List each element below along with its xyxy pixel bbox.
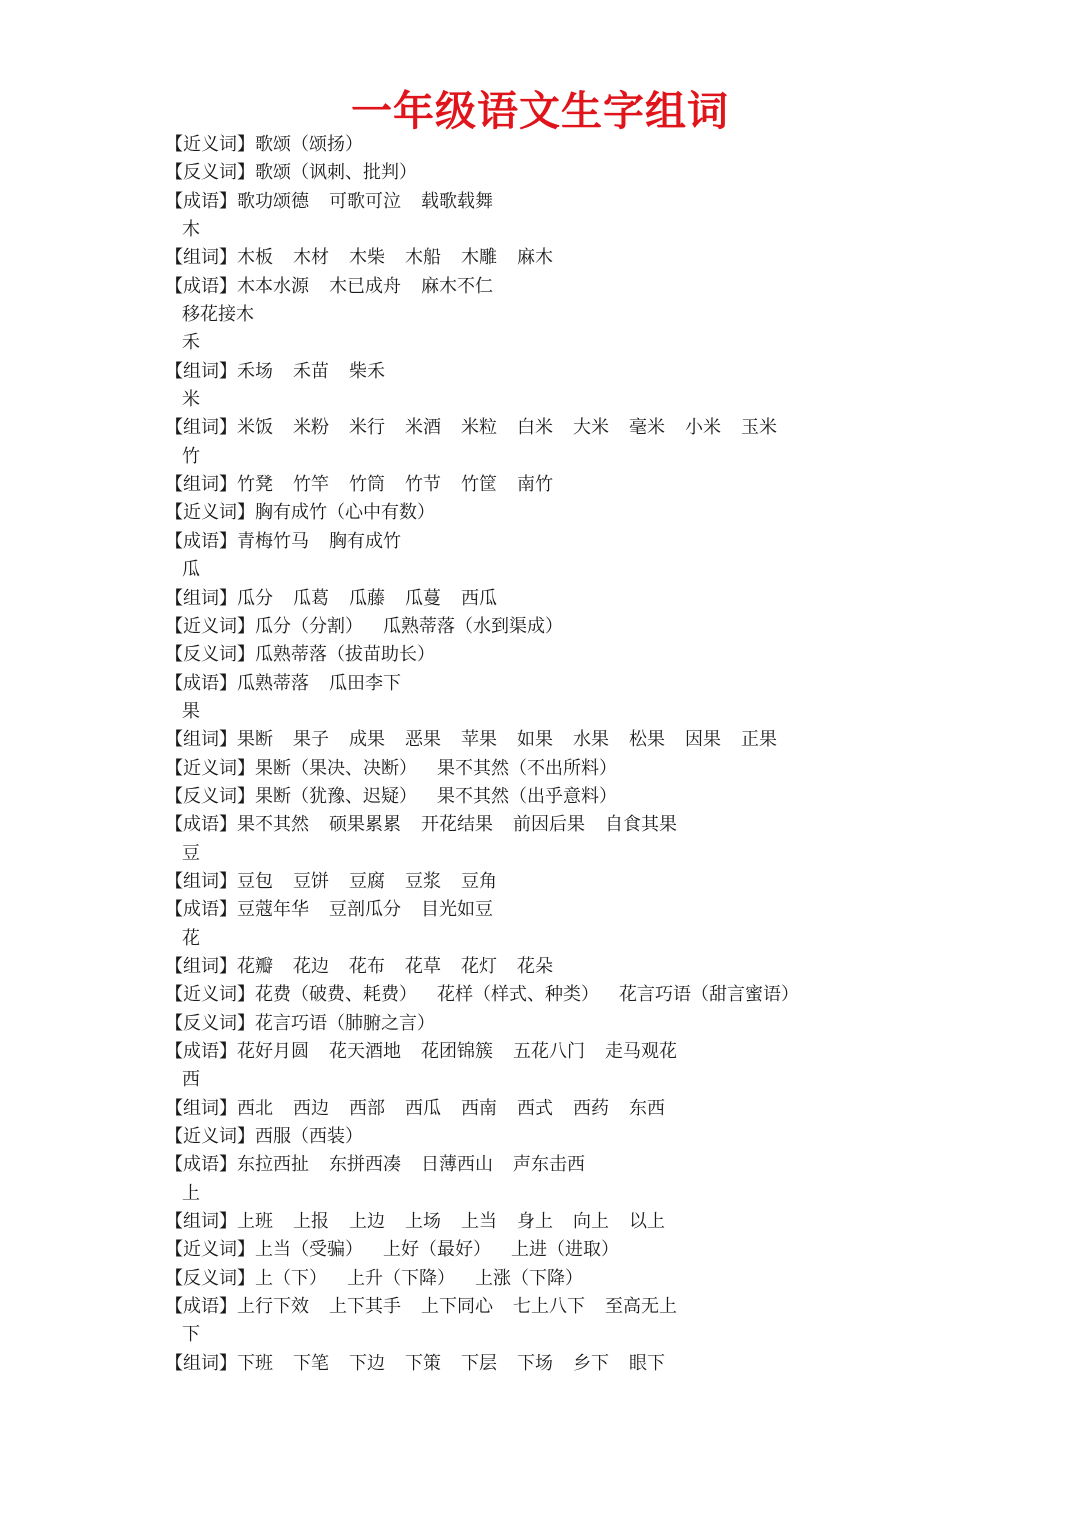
term: 花言巧语（甜言蜜语） [619, 984, 799, 1006]
character-heading: 豆 [182, 842, 200, 864]
term: 走马观花 [605, 1041, 677, 1062]
term: 毫米 [629, 417, 665, 439]
entry-terms [237, 531, 401, 552]
term: 木柴 [349, 247, 385, 269]
entry-tag: 【组词】 [165, 729, 237, 751]
entry-terms [237, 417, 777, 438]
term: 身上 [517, 1211, 553, 1233]
entry-terms [237, 474, 553, 495]
term: 向上 [573, 1211, 609, 1233]
term: 上行下效 [237, 1296, 309, 1318]
term: 松果 [629, 729, 665, 751]
term: 上升（下降） [347, 1267, 455, 1289]
entry-line [165, 1293, 1045, 1321]
term: 瓜分 [237, 587, 273, 609]
term: 木已成舟 [329, 275, 401, 297]
entry-terms [237, 871, 497, 892]
entry-tag: 【组词】 [165, 870, 237, 892]
term: 歌颂（讽刺、批判） [255, 162, 417, 184]
term: 瓜分（分割） [255, 615, 363, 637]
term: 如果 [517, 729, 553, 751]
entry-terms [255, 984, 799, 1005]
term: 花天酒地 [329, 1041, 401, 1062]
term: 开花结果 [421, 814, 493, 836]
term: 上下同心 [421, 1296, 493, 1318]
entry-tag: 【近义词】 [165, 1239, 255, 1261]
entry-line [165, 783, 1045, 811]
entry-line [165, 585, 1045, 613]
character-heading: 上 [182, 1182, 200, 1204]
term: 下班 [237, 1352, 273, 1374]
entry-line [165, 981, 1045, 1009]
entry-terms [237, 1353, 665, 1374]
entry-terms [255, 162, 417, 183]
term: 果不其然 [237, 814, 309, 836]
term: 果断（果决、决断） [255, 757, 417, 779]
character-heading: 花 [182, 927, 200, 949]
term: 胸有成竹 [329, 530, 401, 552]
term: 下策 [405, 1352, 441, 1374]
term: 下场 [517, 1352, 553, 1374]
term: 麻木 [517, 247, 553, 269]
vocabulary-list [165, 131, 1045, 1378]
term: 竹筒 [349, 474, 385, 496]
term: 西南 [461, 1097, 497, 1119]
entry-tag: 【反义词】 [165, 162, 255, 184]
entry-tag: 【组词】 [165, 360, 237, 382]
entry-terms [237, 191, 493, 212]
entry-terms [255, 786, 617, 807]
term: 以上 [629, 1211, 665, 1233]
term: 瓜田李下 [329, 672, 401, 694]
entry-line [165, 1265, 1045, 1293]
term: 恶果 [405, 729, 441, 751]
term: 胸有成竹（心中有数） [255, 502, 435, 524]
entry-tag: 【组词】 [165, 247, 237, 269]
term: 东拉西扯 [237, 1154, 309, 1176]
entry-line [165, 1151, 1045, 1179]
entry-line [165, 188, 1045, 216]
entry-tag: 【成语】 [165, 1296, 237, 1318]
term: 大米 [573, 417, 609, 439]
entry-line [165, 159, 1045, 187]
term: 禾场 [237, 360, 273, 382]
term: 米粉 [293, 417, 329, 439]
entry-terms [255, 134, 363, 155]
term: 果不其然（不出所料） [437, 757, 617, 779]
page-title: 一年级语文生字组词 [351, 87, 729, 135]
entry-tag: 【组词】 [165, 955, 237, 977]
term: 上当（受骗） [255, 1239, 363, 1261]
entry-terms [255, 644, 435, 665]
term: 因果 [685, 729, 721, 751]
term: 豆饼 [293, 870, 329, 892]
term: 木雕 [461, 247, 497, 269]
entry-line [165, 1123, 1045, 1151]
term: 西部 [349, 1097, 385, 1119]
term: 西药 [573, 1097, 609, 1119]
term: 玉米 [741, 417, 777, 439]
term: 竹凳 [237, 474, 273, 496]
character-heading: 木 [182, 219, 200, 241]
term: 五花八门 [513, 1041, 585, 1062]
character-heading: 竹 [182, 445, 200, 467]
term: 花瓣 [237, 955, 273, 977]
term: 下笔 [293, 1352, 329, 1374]
term: 上（下） [255, 1267, 327, 1289]
term: 瓜葛 [293, 587, 329, 609]
term: 花草 [405, 955, 441, 977]
entry-terms [237, 588, 497, 609]
term: 苹果 [461, 729, 497, 751]
term: 青梅竹马 [237, 530, 309, 552]
term: 花布 [349, 955, 385, 977]
term: 上边 [349, 1211, 385, 1233]
term: 南竹 [517, 474, 553, 496]
term: 上进（进取） [511, 1239, 619, 1261]
entry-terms [255, 502, 435, 523]
term: 花团锦簇 [421, 1041, 493, 1062]
entry-terms [237, 1098, 665, 1119]
entry-tag: 【组词】 [165, 1211, 237, 1233]
entry-terms [237, 1296, 677, 1317]
character-heading: 移花接木 [182, 304, 254, 326]
term: 豆腐 [349, 870, 385, 892]
term: 东拼西凑 [329, 1154, 401, 1176]
entry-line [165, 1095, 1045, 1123]
term: 禾苗 [293, 360, 329, 382]
entry-tag: 【近义词】 [165, 502, 255, 524]
term: 花费（破费、耗费） [255, 984, 417, 1006]
entry-terms [255, 1268, 583, 1289]
entry-terms [255, 758, 617, 779]
term: 载歌载舞 [421, 190, 493, 212]
term: 花朵 [517, 955, 553, 977]
character-heading: 瓜 [182, 559, 200, 581]
entry-tag: 【组词】 [165, 587, 237, 609]
term: 下边 [349, 1352, 385, 1374]
term: 东西 [629, 1097, 665, 1119]
entry-terms [237, 814, 677, 835]
entry-line [165, 1236, 1045, 1264]
entry-terms [237, 1211, 665, 1232]
term: 豆蔻年华 [237, 899, 309, 921]
term: 声东击西 [513, 1154, 585, 1176]
entry-line [165, 953, 1045, 981]
term: 白米 [517, 417, 553, 439]
entry-tag: 【近义词】 [165, 1126, 255, 1148]
term: 正果 [741, 729, 777, 751]
character-heading: 西 [182, 1069, 200, 1091]
entry-tag: 【成语】 [165, 814, 237, 836]
term: 眼下 [629, 1352, 665, 1374]
entry-line [165, 358, 1045, 386]
term: 上涨（下降） [475, 1267, 583, 1289]
entry-tag: 【组词】 [165, 474, 237, 496]
entry-line [165, 471, 1045, 499]
entry-line [165, 868, 1045, 896]
term: 至高无上 [605, 1296, 677, 1318]
term: 西边 [293, 1097, 329, 1119]
term: 花好月圆 [237, 1041, 309, 1062]
entry-tag: 【成语】 [165, 1041, 237, 1062]
term: 竹筐 [461, 474, 497, 496]
term: 瓜藤 [349, 587, 385, 609]
term: 果断（犹豫、迟疑） [255, 785, 417, 807]
entry-line [165, 1010, 1045, 1038]
term: 前因后果 [513, 814, 585, 836]
character-heading: 米 [182, 389, 200, 411]
term: 竹节 [405, 474, 441, 496]
term: 米行 [349, 417, 385, 439]
term: 米酒 [405, 417, 441, 439]
entry-tag: 【近义词】 [165, 615, 255, 637]
entry-line [165, 1350, 1045, 1378]
term: 西北 [237, 1097, 273, 1119]
entry-line [165, 670, 1045, 698]
entry-terms [237, 729, 777, 750]
term: 上好（最好） [383, 1239, 491, 1261]
term: 可歌可泣 [329, 190, 401, 212]
term: 七上八下 [513, 1296, 585, 1318]
term: 豆角 [461, 870, 497, 892]
term: 豆剖瓜分 [329, 899, 401, 921]
term: 下层 [461, 1352, 497, 1374]
entry-terms [237, 899, 493, 920]
term: 西式 [517, 1097, 553, 1119]
term: 木材 [293, 247, 329, 269]
entry-terms [237, 673, 401, 694]
entry-tag: 【成语】 [165, 275, 237, 297]
entry-line [165, 499, 1045, 527]
entry-tag: 【组词】 [165, 1352, 237, 1374]
entry-tag: 【成语】 [165, 672, 237, 694]
character-heading: 下 [182, 1324, 200, 1346]
term: 瓜熟蒂落 [237, 672, 309, 694]
term: 瓜熟蒂落（水到渠成） [383, 615, 563, 637]
entry-line [165, 896, 1045, 924]
term: 花灯 [461, 955, 497, 977]
term: 果不其然（出乎意料） [437, 785, 617, 807]
term: 柴禾 [349, 360, 385, 382]
character-heading: 禾 [182, 332, 200, 354]
term: 木板 [237, 247, 273, 269]
entry-tag: 【反义词】 [165, 644, 255, 666]
entry-tag: 【近义词】 [165, 757, 255, 779]
entry-line [165, 641, 1045, 669]
entry-tag: 【组词】 [165, 417, 237, 439]
entry-line [165, 131, 1045, 159]
entry-line [165, 414, 1045, 442]
term: 水果 [573, 729, 609, 751]
entry-tag: 【近义词】 [165, 134, 255, 155]
term: 西瓜 [405, 1097, 441, 1119]
term: 花边 [293, 955, 329, 977]
entry-tag: 【近义词】 [165, 984, 255, 1006]
entry-terms [255, 1239, 619, 1260]
entry-line [165, 1208, 1045, 1236]
term: 西服（西装） [255, 1126, 363, 1148]
entry-tag: 【成语】 [165, 1154, 237, 1176]
entry-line [165, 244, 1045, 272]
term: 成果 [349, 729, 385, 751]
entry-terms [237, 956, 553, 977]
term: 麻木不仁 [421, 275, 493, 297]
term: 小米 [685, 417, 721, 439]
term: 上班 [237, 1211, 273, 1233]
term: 目光如豆 [421, 899, 493, 921]
entry-terms [237, 1041, 677, 1062]
entry-terms [237, 247, 553, 268]
term: 上场 [405, 1211, 441, 1233]
entry-line [165, 1038, 1045, 1066]
term: 歌颂（颂扬） [255, 134, 363, 155]
term: 乡下 [573, 1352, 609, 1374]
term: 上当 [461, 1211, 497, 1233]
entry-line [165, 613, 1045, 641]
entry-terms [255, 1126, 363, 1147]
term: 歌功颂德 [237, 190, 309, 212]
entry-line [165, 755, 1045, 783]
term: 木本水源 [237, 275, 309, 297]
term: 豆包 [237, 870, 273, 892]
term: 瓜蔓 [405, 587, 441, 609]
term: 木船 [405, 247, 441, 269]
entry-terms [237, 361, 385, 382]
entry-line [165, 528, 1045, 556]
entry-tag: 【成语】 [165, 899, 237, 921]
character-heading: 果 [182, 700, 200, 722]
entry-line [165, 273, 1045, 301]
entry-tag: 【组词】 [165, 1097, 237, 1119]
entry-terms [237, 1154, 585, 1175]
entry-line [165, 726, 1045, 754]
entry-tag: 【反义词】 [165, 1267, 255, 1289]
term: 果断 [237, 729, 273, 751]
term: 米饭 [237, 417, 273, 439]
term: 上下其手 [329, 1296, 401, 1318]
term: 自食其果 [605, 814, 677, 836]
term: 竹竿 [293, 474, 329, 496]
term: 日薄西山 [421, 1154, 493, 1176]
term: 豆浆 [405, 870, 441, 892]
term: 上报 [293, 1211, 329, 1233]
entry-tag: 【反义词】 [165, 785, 255, 807]
term: 西瓜 [461, 587, 497, 609]
entry-tag: 【反义词】 [165, 1012, 255, 1034]
entry-line [165, 811, 1045, 839]
term: 硕果累累 [329, 814, 401, 836]
term: 米粒 [461, 417, 497, 439]
entry-tag: 【成语】 [165, 530, 237, 552]
term: 花言巧语（肺腑之言） [255, 1012, 435, 1034]
term: 花样（样式、种类） [437, 984, 599, 1006]
entry-terms [237, 276, 493, 297]
entry-tag: 【成语】 [165, 190, 237, 212]
entry-terms [255, 1013, 435, 1034]
entry-terms [255, 616, 563, 637]
term: 瓜熟蒂落（拔苗助长） [255, 644, 435, 666]
term: 果子 [293, 729, 329, 751]
